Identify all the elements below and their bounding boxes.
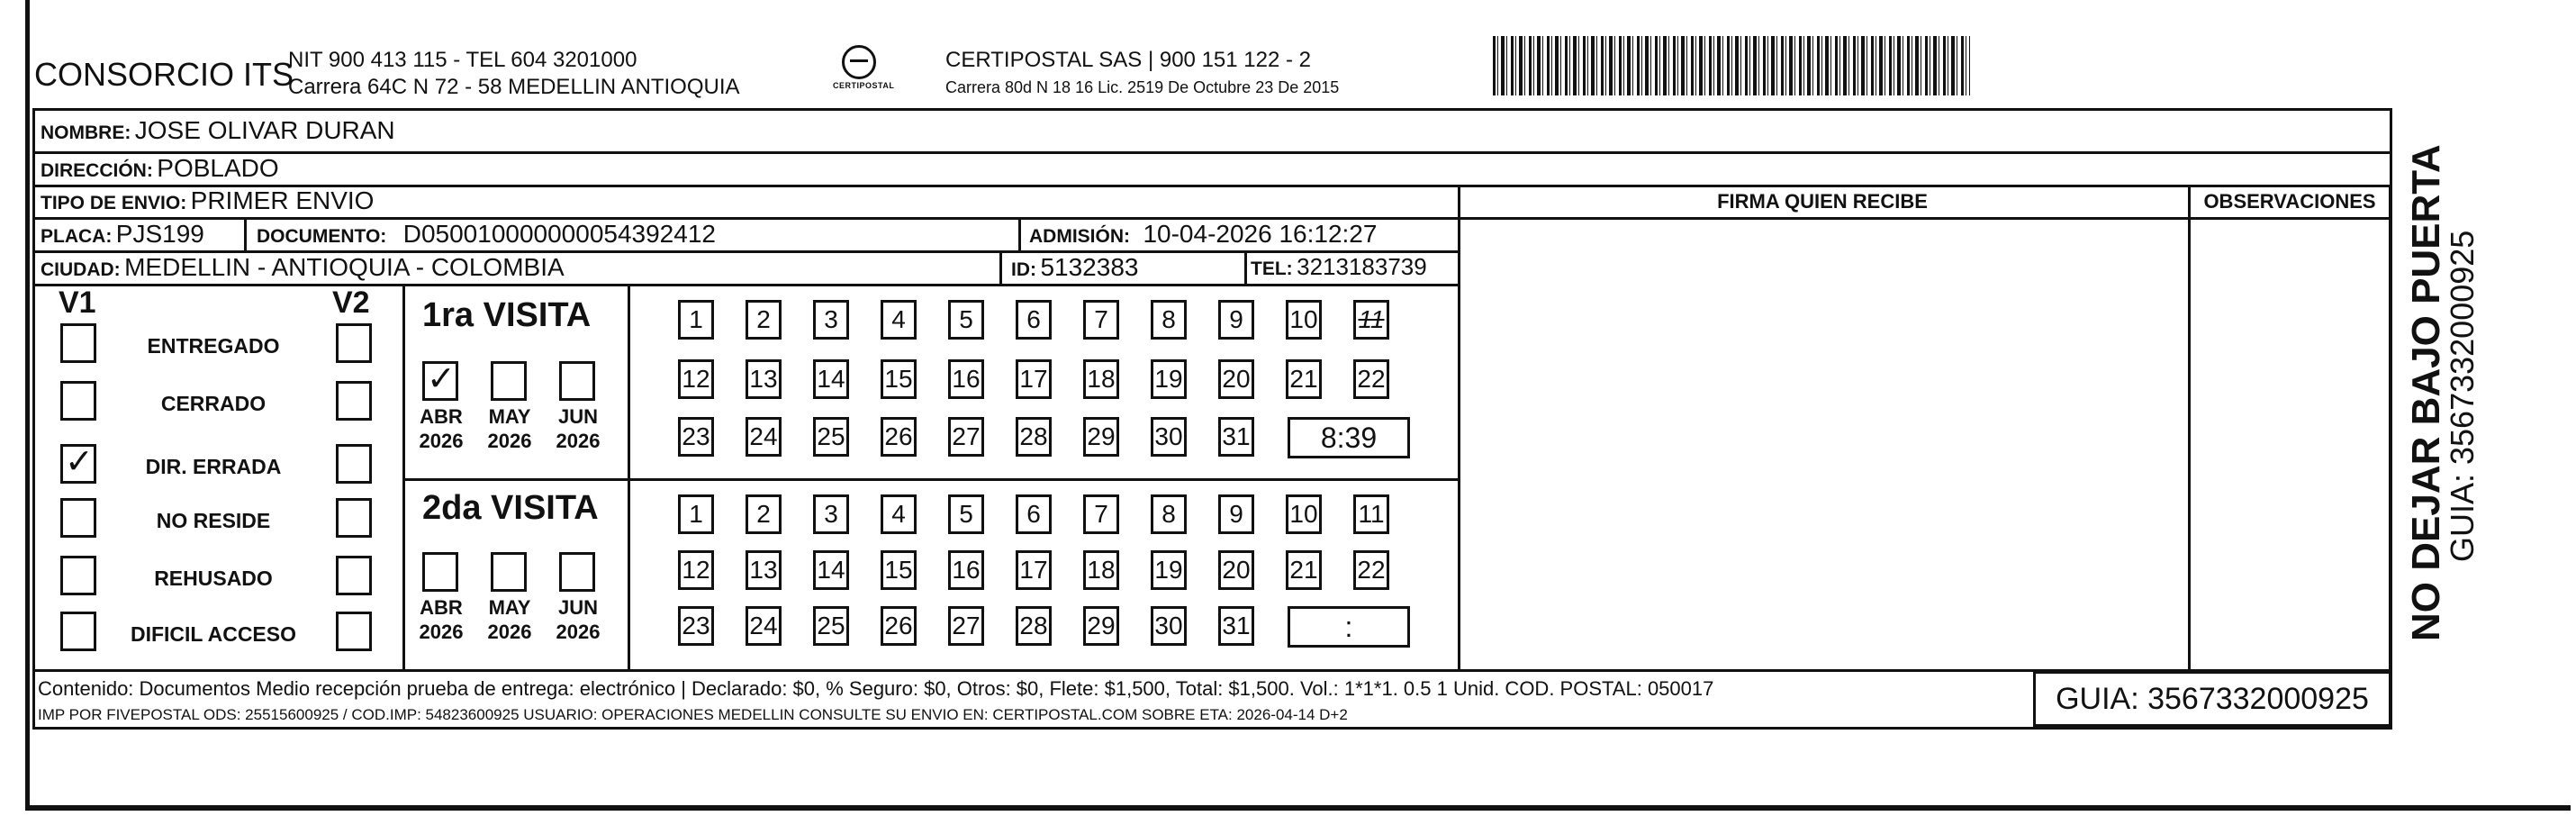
direccion-field [41, 154, 279, 183]
day-box[interactable]: 10 [1286, 300, 1322, 340]
day-box[interactable]: 16 [948, 359, 984, 399]
v2-checkbox[interactable] [336, 556, 372, 595]
day-box[interactable]: 29 [1083, 606, 1119, 646]
footer-print-line: IMP POR FIVEPOSTAL ODS: 25515600925 / COD.IMP: 54823600925 USUARIO: OPERACIONES MEDELLIN CONSULTE SU ENVIO EN: CERTIPOSTAL.COM SOBRE ETA: 2026-04-14 D+2 [38, 706, 1348, 723]
placa-field [41, 220, 204, 249]
placa-value: PJS199 [115, 220, 204, 248]
day-box[interactable]: 9 [1218, 300, 1254, 340]
month-checkbox[interactable] [559, 361, 595, 401]
month-label [482, 404, 538, 453]
firma-header-cell [1467, 190, 2178, 213]
footer-content-line: Contenido: Documentos Medio recepción prueba de entrega: electrónico | Declarado: $0, % Seguro: $0, Otros: $0, Flete: $1,500, Total: $1,500. Vol.: 1*1*1. 0.5 1 Unid. COD. POSTAL: 050017 [38, 677, 1714, 700]
month-name: ABR [420, 405, 463, 428]
day-box[interactable]: 30 [1151, 606, 1187, 646]
day-box[interactable]: 21 [1286, 550, 1322, 590]
divider [628, 284, 630, 669]
ciudad-label: CIUDAD: [41, 259, 121, 280]
day-box[interactable]: 1 [678, 494, 714, 534]
day-box[interactable]: 28 [1016, 606, 1052, 646]
v1-checkbox[interactable] [60, 381, 96, 421]
visit-time-box[interactable]: : [1288, 606, 1410, 648]
day-box[interactable]: 22 [1353, 359, 1389, 399]
v2-header: V2 [332, 286, 370, 320]
v1-header: V1 [59, 286, 96, 320]
certipostal-logo [833, 45, 895, 90]
month-name: MAY [488, 596, 531, 619]
side-guia-number: GUIA: 3567332000925 [2444, 230, 2481, 562]
month-label [413, 595, 469, 644]
day-box[interactable]: 31 [1218, 606, 1254, 646]
day-box[interactable]: 10 [1286, 494, 1322, 534]
v2-checkbox[interactable] [336, 444, 372, 484]
tel-value: 3213183739 [1297, 253, 1427, 280]
ciudad-value: MEDELLIN - ANTIOQUIA - COLOMBIA [124, 253, 565, 281]
status-label: NO RESIDE [156, 509, 271, 532]
observaciones-label: OBSERVACIONES [2203, 190, 2376, 213]
id-value: 5132383 [1040, 253, 1139, 281]
day-box[interactable]: 14 [813, 550, 849, 590]
day-box[interactable]: 2 [746, 300, 782, 340]
status-label: DIFICIL ACCESO [130, 622, 296, 646]
month-checkbox[interactable] [422, 552, 458, 592]
month-year: 2026 [487, 621, 532, 643]
month-checkbox[interactable] [422, 358, 458, 401]
day-box[interactable]: 16 [948, 550, 984, 590]
direccion-label: DIRECCIÓN: [41, 160, 153, 181]
divider [2188, 185, 2191, 669]
day-box[interactable]: 19 [1151, 550, 1187, 590]
status-label: CERRADO [160, 392, 267, 415]
status-label: DIR. ERRADA [145, 455, 282, 478]
day-box[interactable]: 6 [1016, 300, 1052, 340]
day-box[interactable]: 21 [1286, 359, 1322, 399]
id-field [1011, 253, 1138, 282]
day-box[interactable]: 22 [1353, 550, 1389, 590]
divider [999, 250, 1002, 284]
v1-checkbox[interactable] [60, 556, 96, 595]
barcode [1493, 36, 1970, 95]
admision-label: ADMISIÓN: [1029, 226, 1130, 247]
warning-no-dejar-bajo-puerta: NO DEJAR BAJO PUERTA [2404, 144, 2448, 641]
address-line: Carrera 64C N 72 - 58 MEDELLIN ANTIOQUIA [288, 75, 740, 99]
month-year: 2026 [419, 621, 464, 643]
shipment-form [32, 108, 2392, 730]
observaciones-header-cell [2192, 190, 2387, 213]
day-box[interactable]: 18 [1083, 550, 1119, 590]
month-label [550, 404, 606, 453]
month-label [413, 404, 469, 453]
day-box[interactable]: 15 [881, 550, 917, 590]
visit1-title: 1ra VISITA [422, 296, 592, 334]
v1-checkbox[interactable] [60, 323, 96, 363]
logo-caption: CERTIPOSTAL [833, 81, 895, 90]
certipostal-info [945, 47, 1339, 101]
day-box[interactable]: 7 [1083, 300, 1119, 340]
day-box[interactable]: 27 [948, 417, 984, 457]
day-box[interactable]: 26 [881, 606, 917, 646]
divider [35, 284, 1458, 286]
visit2-title: 2da VISITA [422, 489, 599, 527]
day-box[interactable]: 12 [678, 359, 714, 399]
nit-line: NIT 900 413 115 - TEL 604 3201000 [288, 48, 637, 72]
v2-checkbox[interactable] [336, 612, 372, 651]
day-box[interactable]: 23 [678, 606, 714, 646]
day-box[interactable]: 18 [1083, 359, 1119, 399]
day-box[interactable]: 31 [1218, 417, 1254, 457]
day-box[interactable]: 3 [813, 300, 849, 340]
day-box[interactable]: 25 [813, 417, 849, 457]
month-year: 2026 [487, 430, 532, 452]
day-box[interactable]: 23 [678, 417, 714, 457]
month-checkbox[interactable] [491, 552, 527, 592]
day-box[interactable]: 5 [948, 300, 984, 340]
divider [2389, 185, 2391, 669]
day-box[interactable]: 2 [746, 494, 782, 534]
day-box[interactable]: 25 [813, 606, 849, 646]
certipostal-line: CERTIPOSTAL SAS | 900 151 122 - 2 [945, 48, 1311, 72]
day-box[interactable]: 24 [746, 606, 782, 646]
day-box[interactable]: 30 [1151, 417, 1187, 457]
direccion-value: POBLADO [157, 154, 279, 182]
day-box[interactable]: 13 [746, 359, 782, 399]
tipo-envio-value: PRIMER ENVIO [190, 186, 375, 214]
day-box[interactable]: 13 [746, 550, 782, 590]
day-box[interactable]: 4 [881, 494, 917, 534]
v2-checkbox[interactable] [336, 323, 372, 363]
divider [402, 284, 405, 669]
day-box[interactable]: 6 [1016, 494, 1052, 534]
tipo-envio-label: TIPO DE ENVIO: [41, 193, 187, 213]
day-box[interactable]: 1 [678, 300, 714, 340]
month-name: ABR [420, 596, 463, 619]
guia-number: GUIA: 3567332000925 [2033, 671, 2391, 727]
tipo-envio-field [41, 186, 374, 215]
divider [402, 478, 1458, 481]
status-label: ENTREGADO [147, 334, 280, 358]
company-info [288, 47, 740, 101]
check-mark-icon: ✓ [65, 441, 94, 481]
month-checkbox[interactable] [559, 552, 595, 592]
day-box[interactable]: 17 [1016, 359, 1052, 399]
divider [244, 217, 247, 250]
day-box[interactable]: 26 [881, 417, 917, 457]
day-box[interactable]: 17 [1016, 550, 1052, 590]
v2-checkbox[interactable] [336, 498, 372, 538]
v1-checkbox[interactable] [60, 612, 96, 651]
day-box[interactable]: 12 [678, 550, 714, 590]
month-label [550, 595, 606, 644]
divider [1244, 250, 1247, 284]
day-box[interactable]: 20 [1218, 550, 1254, 590]
day-box[interactable]: 24 [746, 417, 782, 457]
day-box[interactable]: 28 [1016, 417, 1052, 457]
day-box[interactable]: 8 [1151, 494, 1187, 534]
month-name: JUN [557, 596, 598, 619]
firma-quien-recibe-label: FIRMA QUIEN RECIBE [1717, 190, 1928, 213]
admision-value: 10-04-2026 16:12:27 [1143, 220, 1378, 248]
day-box[interactable]: 15 [881, 359, 917, 399]
month-year: 2026 [419, 430, 464, 452]
day-box[interactable]: 20 [1218, 359, 1254, 399]
month-name: JUN [557, 405, 598, 428]
day-box[interactable]: 8 [1151, 300, 1187, 340]
placa-label: PLACA: [41, 226, 113, 247]
ciudad-field [41, 253, 565, 282]
month-year: 2026 [556, 621, 601, 643]
month-year: 2026 [556, 430, 601, 452]
day-box[interactable]: 9 [1218, 494, 1254, 534]
day-box[interactable]: 11 [1353, 494, 1389, 534]
v1-checkbox[interactable] [60, 498, 96, 538]
day-box[interactable]: 27 [948, 606, 984, 646]
nombre-value: JOSE OLIVAR DURAN [134, 116, 395, 144]
check-mark-icon: ✓ [427, 358, 456, 398]
day-box[interactable]: 5 [948, 494, 984, 534]
certipostal-address: Carrera 80d N 18 16 Lic. 2519 De Octubre 23 De 2015 [945, 78, 1340, 96]
month-name: MAY [488, 405, 531, 428]
status-label: REHUSADO [154, 567, 273, 590]
day-box[interactable]: 19 [1151, 359, 1187, 399]
tel-field [1251, 253, 1427, 281]
nombre-label: NOMBRE: [41, 122, 131, 143]
month-label [482, 595, 538, 644]
day-box[interactable]: 14 [813, 359, 849, 399]
id-label: ID: [1011, 259, 1036, 280]
v2-checkbox[interactable] [336, 381, 372, 421]
visit-time-box[interactable]: 8:39 [1288, 417, 1410, 458]
divider [1018, 217, 1021, 250]
documento-value: D050010000000054392412 [402, 220, 716, 248]
day-box[interactable]: 7 [1083, 494, 1119, 534]
brand-name: CONSORCIO ITS [34, 56, 294, 93]
divider [1458, 185, 1460, 669]
documento-field [257, 220, 716, 249]
documento-label: DOCUMENTO: [257, 226, 387, 247]
day-box[interactable]: 11 [1353, 300, 1389, 340]
logo-icon [842, 45, 876, 79]
divider [35, 151, 2390, 154]
admision-field [1029, 220, 1377, 249]
day-box[interactable]: 29 [1083, 417, 1119, 457]
divider [35, 185, 2390, 187]
day-box[interactable]: 3 [813, 494, 849, 534]
day-box[interactable]: 4 [881, 300, 917, 340]
tel-label: TEL: [1251, 258, 1293, 279]
v1-checkbox[interactable] [60, 441, 96, 484]
nombre-field [41, 116, 395, 145]
month-checkbox[interactable] [491, 361, 527, 401]
